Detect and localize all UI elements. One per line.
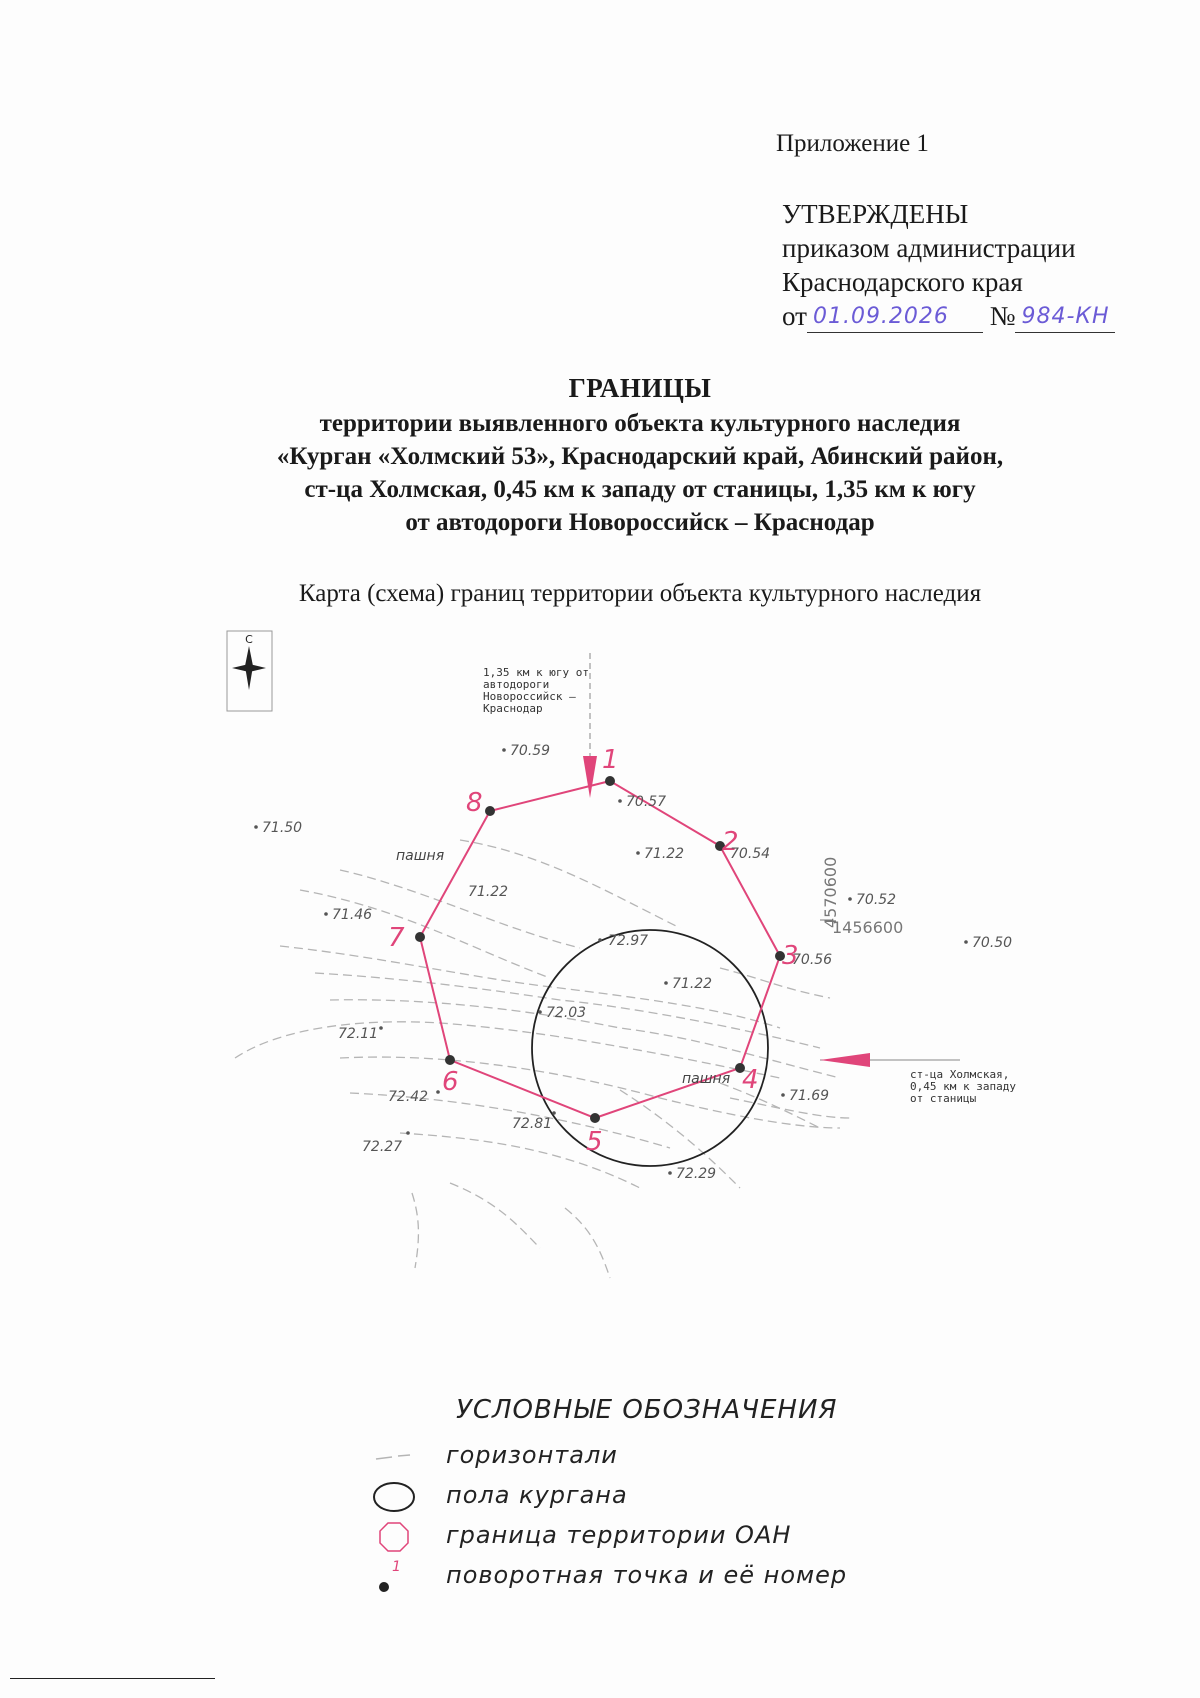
elevation-label: 71.46 (332, 907, 373, 923)
legend-item-contours (370, 1437, 930, 1477)
turning-point (445, 1055, 455, 1065)
legend-point-number: 1 (392, 1559, 401, 1575)
circle-icon (370, 1477, 430, 1517)
date-number-line (782, 299, 1115, 333)
elevation-label: 72.42 (388, 1089, 429, 1105)
elevation-label: 72.27 (362, 1139, 403, 1155)
east-note-line: 0,45 км к западу (910, 1080, 1016, 1093)
map-subtitle: Карта (схема) границ территории объекта культурного наследия (298, 580, 982, 607)
elevation-label: 71.69 (789, 1088, 830, 1104)
turning-point-numbers (388, 745, 799, 1157)
north-arrow-icon (583, 756, 597, 798)
elevation-marks (254, 743, 1012, 1182)
title-main: ГРАНИЦЫ (568, 373, 712, 403)
number-field (1015, 302, 1115, 333)
title-line-2: «Курган «Холмский 53», Краснодарский край, Абинский район, (276, 443, 1004, 470)
contour-line-icon (370, 1437, 430, 1477)
north-note-line: 1,35 км к югу от (483, 666, 589, 679)
north-note-line: автодороги (483, 678, 550, 691)
point-number: 2 (722, 827, 739, 857)
field-label: пашня (396, 848, 445, 864)
east-note-line: от станицы (910, 1092, 977, 1105)
elevation-label: 72.29 (676, 1166, 717, 1182)
octagon-icon (370, 1517, 430, 1557)
legend-label: горизонтали (446, 1441, 618, 1469)
appendix-label: Приложение 1 (776, 130, 929, 157)
elevation-label: 72.81 (512, 1116, 553, 1132)
elevation-label: 70.52 (856, 892, 897, 908)
compass-letter: С (245, 633, 253, 646)
east-note (910, 1068, 1023, 1105)
grid-x-label: 4570600 (821, 856, 840, 928)
number-value: 984-КН (1021, 304, 1110, 329)
north-note-line: Краснодар (483, 702, 543, 715)
footer-divider (10, 1678, 215, 1679)
title-line-1: территории выявленного объекта культурного наследия (319, 410, 961, 437)
elevation-label: 72.97 (608, 933, 649, 949)
date-prefix: от (782, 301, 807, 331)
turning-point (415, 932, 425, 942)
legend-title: УСЛОВНЫЕ ОБОЗНАЧЕНИЯ (456, 1395, 838, 1425)
east-note-line: ст-ца Холмская, (910, 1068, 1010, 1081)
elevation-label: 70.57 (626, 794, 667, 810)
approval-block (782, 197, 1115, 333)
point-number: 5 (586, 1127, 603, 1157)
contour-lines (235, 840, 850, 1278)
elevation-label: 72.03 (546, 1005, 587, 1021)
north-note-line: Новороссийск – (483, 690, 576, 703)
legend (370, 1385, 950, 1605)
compass-icon (227, 631, 272, 711)
field-label: пашня (682, 1071, 731, 1087)
point-number: 6 (442, 1067, 459, 1097)
title-line-3: ст-ца Холмская, 0,45 км к западу от станицы, 1,35 км к югу (304, 476, 976, 503)
east-arrow-icon (820, 1053, 870, 1067)
boundary-map (220, 628, 1040, 1348)
point-number: 4 (742, 1065, 759, 1095)
elevation-label: 71.22 (644, 846, 685, 862)
number-prefix: № (989, 301, 1016, 331)
legend-item-kurgan (370, 1477, 930, 1517)
legend-item-boundary (370, 1517, 930, 1557)
grid-y-label: 1456600 (832, 918, 904, 937)
elevation-label: 70.59 (510, 743, 551, 759)
approved-heading: УТВЕРЖДЕНЫ (782, 199, 969, 229)
elevation-label: 71.50 (262, 820, 303, 836)
turning-point (605, 776, 615, 786)
document-title (200, 372, 1080, 539)
date-value: 01.09.2026 (812, 304, 949, 329)
elevation-label: 72.11 (338, 1026, 379, 1042)
approved-by-line-2: Краснодарского края (782, 267, 1023, 297)
legend-label: пола кургана (446, 1481, 628, 1509)
elevation-label: 70.50 (972, 935, 1013, 951)
elevation-label: 70.54 (730, 846, 771, 862)
date-field (807, 302, 983, 333)
north-note (483, 666, 596, 715)
point-number: 3 (782, 941, 799, 971)
turning-point (485, 806, 495, 816)
turning-point-icon (370, 1557, 430, 1597)
legend-label: поворотная точка и её номер (446, 1561, 848, 1589)
elevation-label: 71.22 (672, 976, 713, 992)
approved-by-line-1: приказом администрации (782, 233, 1076, 263)
point-number: 7 (388, 923, 405, 953)
legend-label: граница территории ОАН (446, 1521, 792, 1549)
title-line-4: от автодороги Новороссийск – Краснодар (405, 509, 875, 536)
elevation-label: 70.56 (792, 952, 833, 968)
turning-point (590, 1113, 600, 1123)
kurgan-circle (532, 930, 768, 1166)
legend-item-point (370, 1557, 930, 1597)
point-number: 1 (602, 745, 619, 775)
point-number: 8 (466, 788, 483, 818)
elevation-label: 71.22 (468, 884, 509, 900)
